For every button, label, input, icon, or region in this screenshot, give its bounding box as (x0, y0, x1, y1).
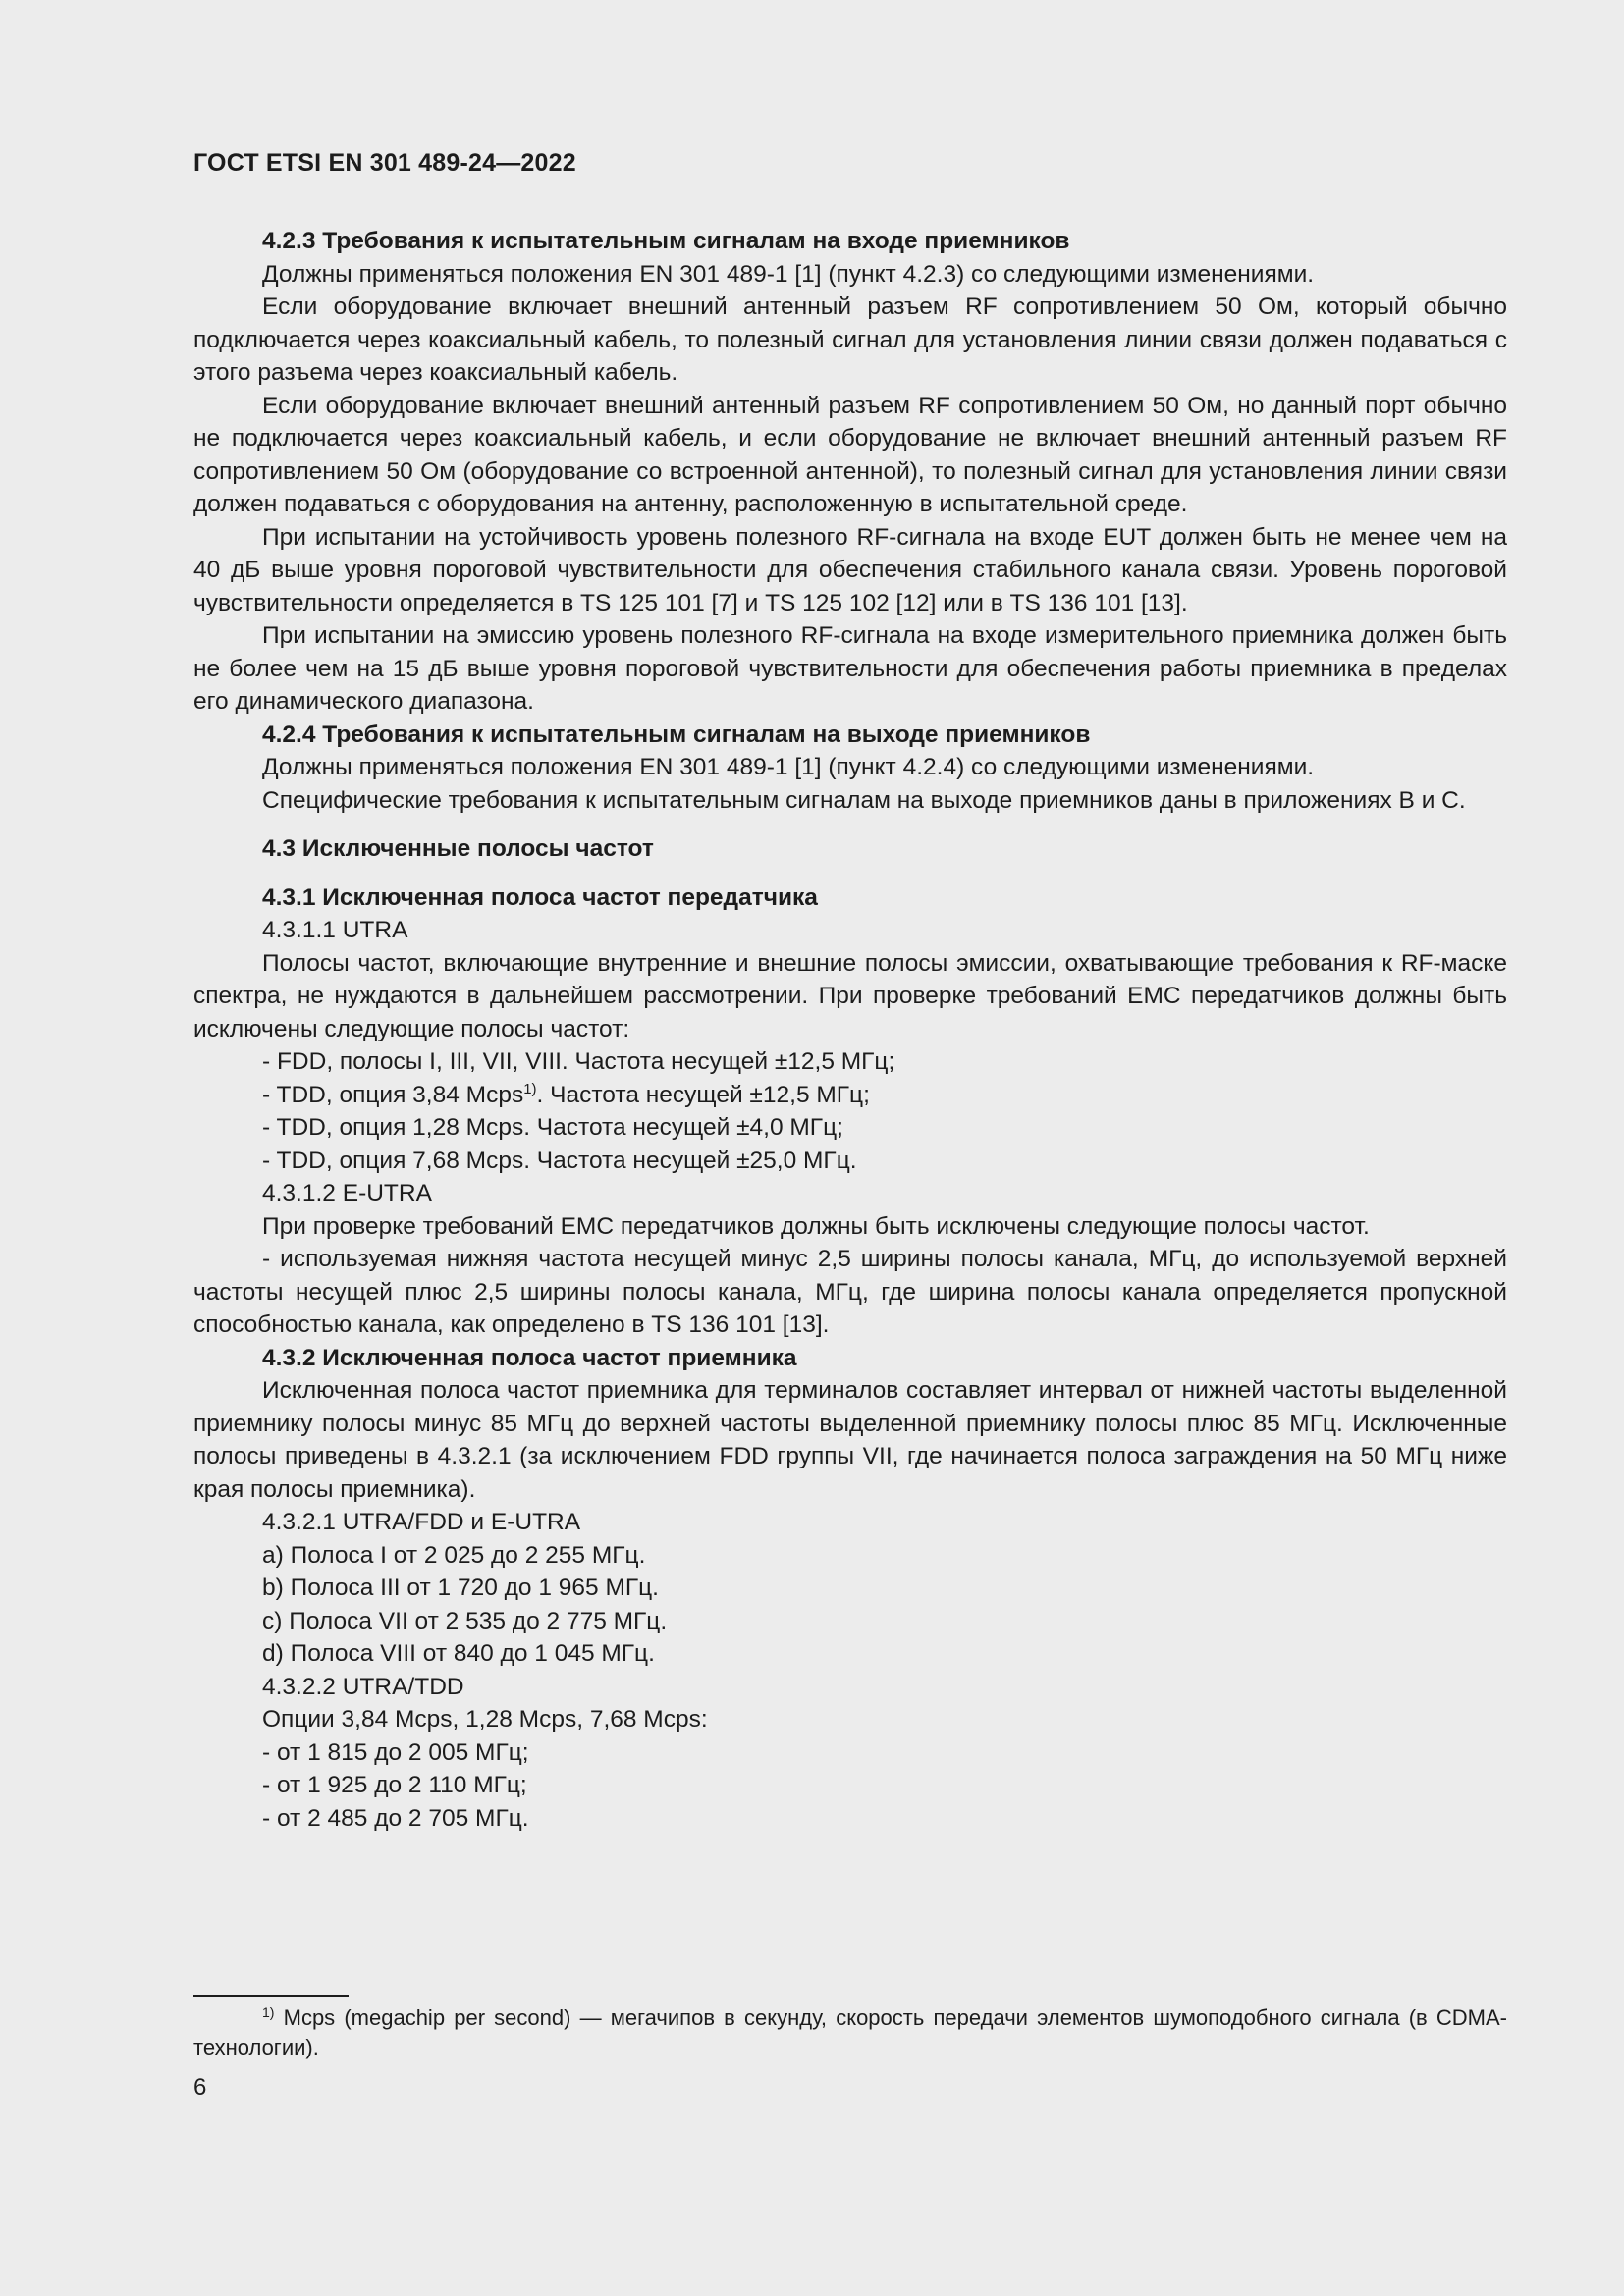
paragraph-text: a) Полоса I от 2 025 до 2 255 МГц. (262, 1541, 646, 1569)
paragraph-text: Должны применяться положения EN 301 489-1 [1] (пункт 4.2.4) со следующими изменениями. (262, 754, 1315, 780)
paragraph (193, 1177, 1507, 1210)
paragraph-text: - от 1 815 до 2 005 МГц; (262, 1738, 529, 1766)
paragraph-text: - FDD, полосы I, III, VII, VIII. Частота несущей ±12,5 МГц; (262, 1048, 895, 1075)
paragraph (193, 258, 1507, 292)
paragraph-text: 4.2.4 Требования к испытательным сигналам на выходе приемников (262, 721, 1091, 748)
paragraph (193, 1045, 1507, 1079)
paragraph (193, 1374, 1507, 1506)
section-heading (193, 832, 1507, 866)
paragraph-text: 4.3.1.2 E-UTRA (262, 1180, 432, 1206)
paragraph-text: Должны применяться положения EN 301 489-1 [1] (пункт 4.2.3) со следующими изменениями. (262, 260, 1315, 288)
paragraph (193, 390, 1507, 521)
paragraph-text: Опции 3,84 Mcps, 1,28 Mcps, 7,68 Mcps: (262, 1706, 708, 1733)
paragraph-text: 4.3.2.2 UTRA/TDD (262, 1673, 464, 1700)
paragraph-text: Исключенная полоса частот приемника для терминалов составляет интервал от нижней частоты выделенной приемнику полосы минус 85 МГц до верхней частоты выделенной приемнику полосы плюс 85 МГц. Исключенные полосы приведены в 4.3.2.1 (за исключением FDD группы VII, где начинается полоса заграждения на 50 МГц ниже края полосы приемника). (193, 1377, 1507, 1503)
paragraph (193, 521, 1507, 620)
paragraph-text: Полосы частот, включающие внутренние и внешние полосы эмиссии, охватывающие требования к RF-маске спектра, не нуждаются в дальнейшем рассмотрении. При проверке требований ЕМС передатчиков должны быть исключены следующие полосы частот: (193, 949, 1507, 1042)
paragraph (193, 1736, 1507, 1770)
paragraph (193, 1243, 1507, 1342)
paragraph (193, 1539, 1507, 1573)
paragraph-text: Специфические требования к испытательным сигналам на выходе приемников даны в приложениях B и C. (262, 786, 1466, 814)
footnote-reference: 1) (523, 1080, 537, 1097)
paragraph-text: 4.3.2.1 UTRA/FDD и E-UTRA (262, 1509, 581, 1535)
paragraph-text: 4.3 Исключенные полосы частот (262, 835, 654, 862)
paragraph-text: 4.2.3 Требования к испытательным сигналам на входе приемников (262, 228, 1070, 254)
paragraph (193, 1111, 1507, 1145)
section-heading (193, 719, 1507, 752)
paragraph-text-continued: . Частота несущей ±12,5 МГц; (536, 1081, 870, 1108)
paragraph-text: - TDD, опция 7,68 Mcps. Частота несущей ±25,0 МГц. (262, 1147, 857, 1174)
paragraph (193, 914, 1507, 947)
section-heading (193, 225, 1507, 258)
paragraph-text: 4.3.1.1 UTRA (262, 917, 408, 943)
footnote-text: Mcps (megachip per second) — мегачипов в секунду, скорость передачи элементов шумоподобного сигнала (в CDMA-технологии). (193, 2005, 1507, 2059)
paragraph-text: - используемая нижняя частота несущей минус 2,5 ширины полосы канала, МГц, до используемой верхней частоты несущей плюс 2,5 ширины полосы канала, МГц, где ширина полосы канала определяется пропускной способностью канала, как определено в TS 136 101 [13]. (193, 1246, 1507, 1338)
paragraph (193, 1145, 1507, 1178)
section-heading (193, 881, 1507, 915)
paragraph (193, 619, 1507, 719)
paragraph (193, 1703, 1507, 1736)
paragraph-text: d) Полоса VIII от 840 до 1 045 МГц. (262, 1640, 655, 1667)
paragraph (193, 751, 1507, 784)
paragraph (193, 784, 1507, 818)
paragraph-text: c) Полоса VII от 2 535 до 2 775 МГц. (262, 1607, 668, 1634)
paragraph-text: Если оборудование включает внешний антенный разъем RF сопротивлением 50 Ом, который обычно подключается через коаксиальный кабель, то полезный сигнал для установления линии связи должен подаваться с этого разъема через коаксиальный кабель. (193, 294, 1507, 386)
paragraph (193, 1210, 1507, 1244)
paragraph-text: 4.3.2 Исключенная полоса частот приемника (262, 1344, 797, 1371)
footnote-separator (193, 1995, 349, 1997)
paragraph-text: Если оборудование включает внешний антенный разъем RF сопротивлением 50 Ом, но данный порт обычно не подключается через коаксиальный кабель, и если оборудование не включает внешний антенный разъем RF сопротивлением 50 Ом (оборудование со встроенной антенной), то полезный сигнал для установления линии связи должен подаваться с оборудования на антенну, расположенную в испытательной среде. (193, 392, 1507, 517)
running-header: ГОСТ ETSI EN 301 489-24—2022 (193, 149, 576, 177)
body-text (193, 225, 1507, 1835)
paragraph-text: При испытании на эмиссию уровень полезного RF-сигнала на входе измерительного приемника должен быть не более чем на 15 дБ выше уровня пороговой чувствительности для обеспечения работы приемника в пределах его динамического диапазона. (193, 622, 1507, 715)
paragraph (193, 1671, 1507, 1704)
paragraph (193, 1802, 1507, 1836)
footnote (193, 2003, 1507, 2062)
paragraph-text: - от 1 925 до 2 110 МГц; (262, 1772, 527, 1798)
paragraph-text: - от 2 485 до 2 705 МГц. (262, 1804, 529, 1832)
paragraph (193, 947, 1507, 1046)
paragraph (193, 1079, 1507, 1112)
paragraph-text: - TDD, опция 1,28 Mcps. Частота несущей ±4,0 МГц; (262, 1114, 843, 1141)
paragraph-text: b) Полоса III от 1 720 до 1 965 МГц. (262, 1575, 659, 1601)
paragraph (193, 1572, 1507, 1605)
paragraph-text: При испытании на устойчивость уровень полезного RF-сигнала на входе EUT должен быть не менее чем на 40 дБ выше уровня пороговой чувствительности для обеспечения стабильного канала связи. Уровень пороговой чувствительности определяется в TS 125 101 [7] и TS 125 102 [12] или в TS 136 101 [13]. (193, 523, 1507, 616)
paragraph-text: 4.3.1 Исключенная полоса частот передатчика (262, 883, 818, 911)
paragraph-text: При проверке требований ЕМС передатчиков должны быть исключены следующие полосы частот. (262, 1212, 1370, 1240)
section-heading (193, 1342, 1507, 1375)
paragraph-text: - TDD, опция 3,84 Mcps (262, 1081, 524, 1108)
paragraph (193, 1769, 1507, 1802)
paragraph (193, 1605, 1507, 1638)
paragraph (193, 1506, 1507, 1539)
paragraph (193, 291, 1507, 390)
page-number: 6 (193, 2074, 207, 2101)
paragraph (193, 1637, 1507, 1671)
footnote-marker: 1) (262, 2004, 275, 2020)
